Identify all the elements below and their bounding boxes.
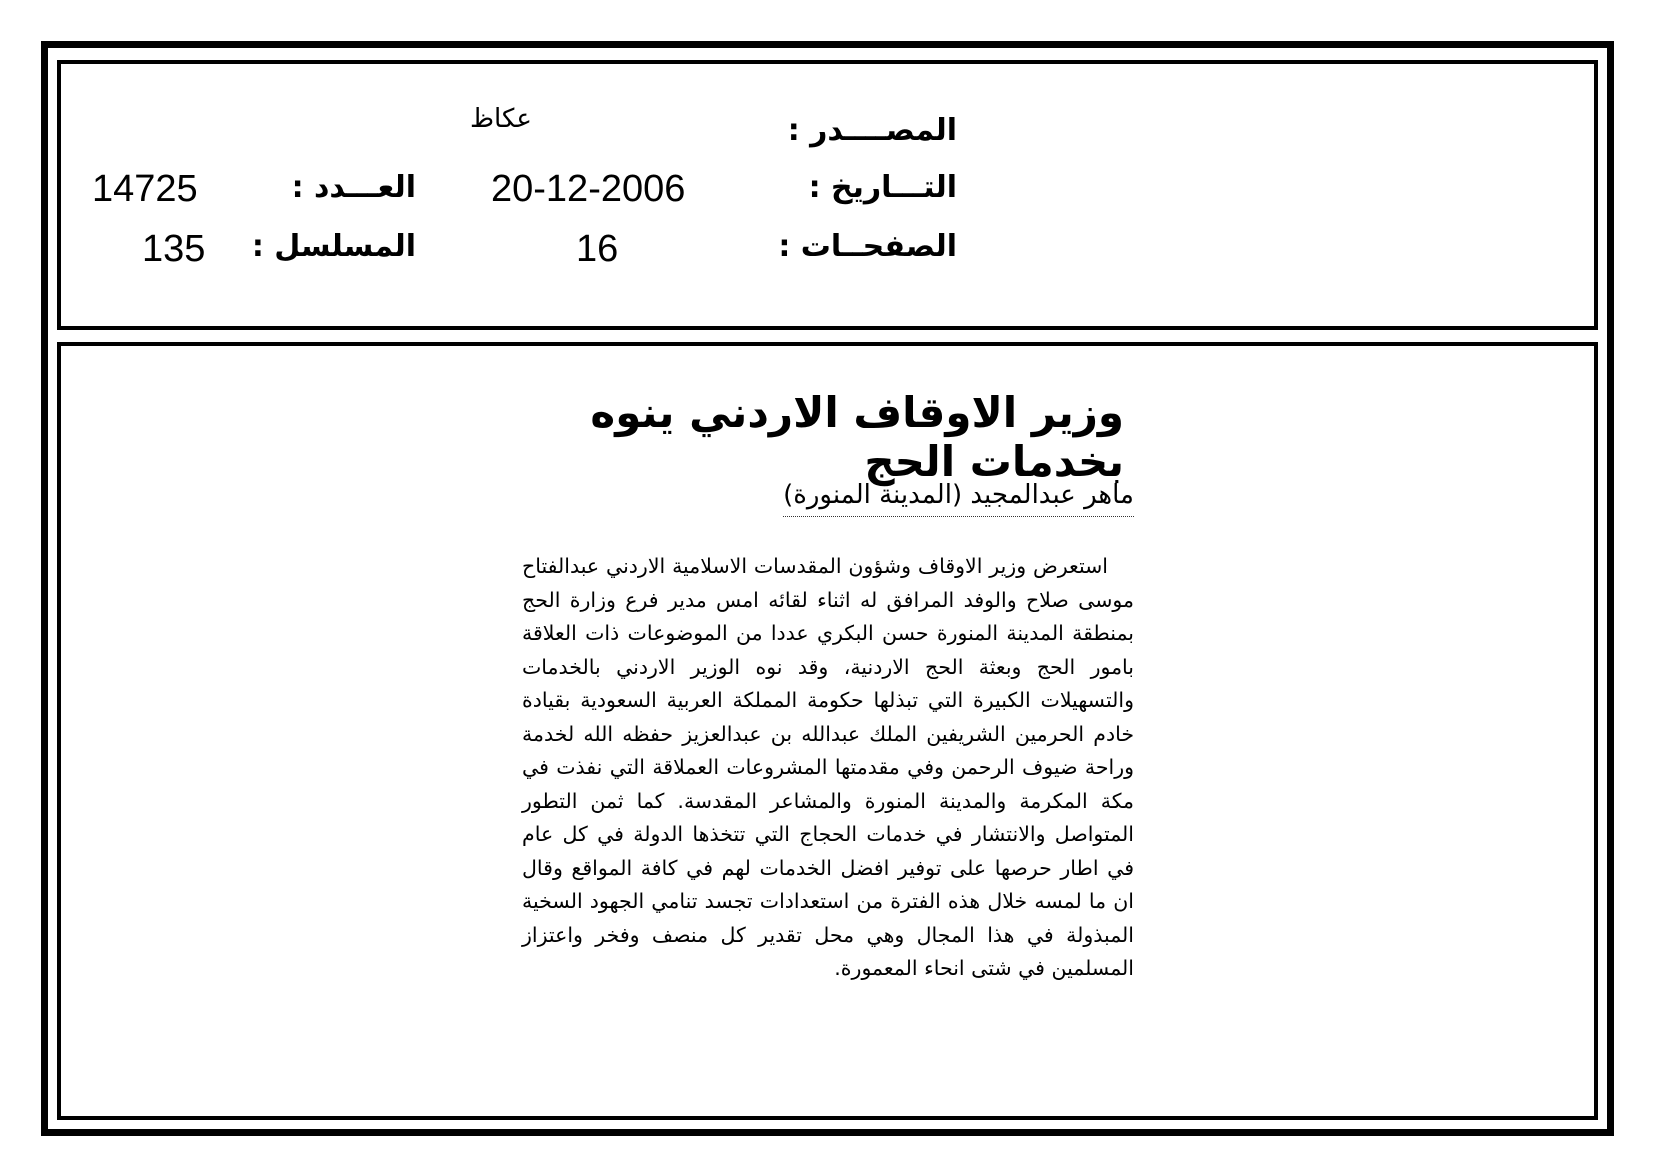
source-value: عكاظ <box>470 104 532 134</box>
date-value: 20-12-2006 <box>491 168 686 210</box>
serial-value: 135 <box>142 228 206 270</box>
article-byline: ماهر عبدالمجيد (المدينة المنورة) <box>783 480 1134 517</box>
article-headline: وزير الاوقاف الاردني ينوه بخدمات الحج <box>590 388 1124 486</box>
issue-value: 14725 <box>92 168 198 210</box>
pages-value: 16 <box>576 228 619 270</box>
issue-label: العـــدد : <box>291 170 416 205</box>
article-body: استعرض وزير الاوقاف وشؤون المقدسات الاسلامية الاردني عبدالفتاح موسى صلاح والوفد المرافق له اثناء لقائه امس مدير فرع وزارة الحج بمنطقة المدينة المنورة حسن البكري عددا من الموضوعات ذات العلاقة بامور الحج وبعثة الحج الاردنية، وقد نوه الوزير الاردني بالخدمات والتسهيلات الكبيرة التي تبذلها حكومة المملكة العربية السعودية بقيادة خادم الحرمين الشريفين الملك عبدالله بن عبدالعزيز حفظه الله لخدمة وراحة ضيوف الرحمن وفي مقدمتها المشروعات العملاقة التي نفذت في مكة المكرمة والمدينة المنورة والمشاعر المقدسة. كما ثمن التطور المتواصل والانتشار في خدمات الحجاج التي تتخذها الدولة في كل عام في اطار حرصها على توفير افضل الخدمات لهم في كافة المواقع وقال ان ما لمسه خلال هذه الفترة من استعدادات تجسد تنامي الجهود السخية المبذولة في هذا المجال وهي محل تقدير كل منصف وفخر واعتزاز المسلمين في شتى انحاء المعمورة. <box>522 554 1134 980</box>
serial-label: المسلسل : <box>251 229 416 264</box>
pages-label: الصفحــات : <box>778 229 957 264</box>
source-label: المصــــدر : <box>787 113 957 148</box>
date-label: التـــاريخ : <box>808 170 957 205</box>
